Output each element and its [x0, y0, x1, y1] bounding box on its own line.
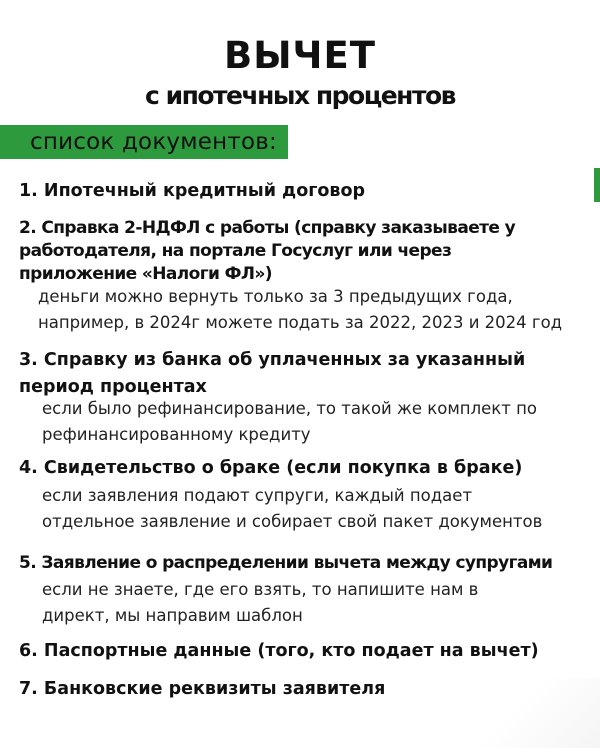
corner-shade: [460, 678, 600, 748]
list-item-note: [42, 396, 600, 448]
list-item-note: [38, 284, 598, 336]
list-item-text: 4. Свидетельство о браке (если покупка в браке): [19, 458, 523, 478]
section-label-banner: список документов:: [0, 125, 288, 159]
list-item-text: период процентах: [19, 377, 207, 397]
note-text: рефинансированному кредиту: [42, 425, 311, 444]
list-item-text: 1. Ипотечный кредитный договор: [19, 181, 366, 201]
list-item-text: 2. Справка 2-НДФЛ с работы (справку заказываете у: [19, 218, 516, 238]
list-item-2: [19, 217, 579, 286]
list-item-6: [19, 640, 579, 663]
note-text: если было рефинансирование, то такой же комплект по: [42, 399, 537, 418]
note-text: если не знаете, где его взять, то напишите нам в: [42, 580, 479, 599]
list-item-text: 3. Справку из банка об уплаченных за указанный: [19, 350, 526, 370]
note-text: директ, мы направим шаблон: [42, 606, 303, 625]
list-item-text: 5. Заявление о распределении вычета между супругами: [19, 553, 553, 573]
accent-bar: [594, 168, 600, 202]
note-text: например, в 2024г можете подать за 2022, 2023 и 2024 год: [38, 313, 563, 332]
list-item-5: [19, 552, 579, 575]
list-item-text: работодателя, на портале Госуслуг или через: [19, 241, 452, 261]
list-item-text: приложение «Налоги ФЛ»): [19, 264, 272, 284]
list-item-3: [19, 347, 579, 401]
note-text: деньги можно вернуть только за 3 предыдущих года,: [38, 287, 513, 306]
list-item-note: [42, 483, 600, 535]
list-item-note: [42, 577, 600, 629]
list-item-4: [19, 457, 579, 480]
list-item-1: [19, 180, 579, 203]
list-item-text: 7. Банковские реквизиты заявителя: [19, 679, 386, 699]
page-title: ВЫЧЕТ: [224, 34, 376, 77]
list-item-text: 6. Паспортные данные (того, кто подает на вычет): [19, 641, 539, 661]
note-text: отдельное заявление и собирает свой пакет документов: [42, 512, 543, 531]
note-text: если заявления подают супруги, каждый подает: [42, 486, 473, 505]
page-subtitle: с ипотечных процентов: [145, 81, 455, 110]
